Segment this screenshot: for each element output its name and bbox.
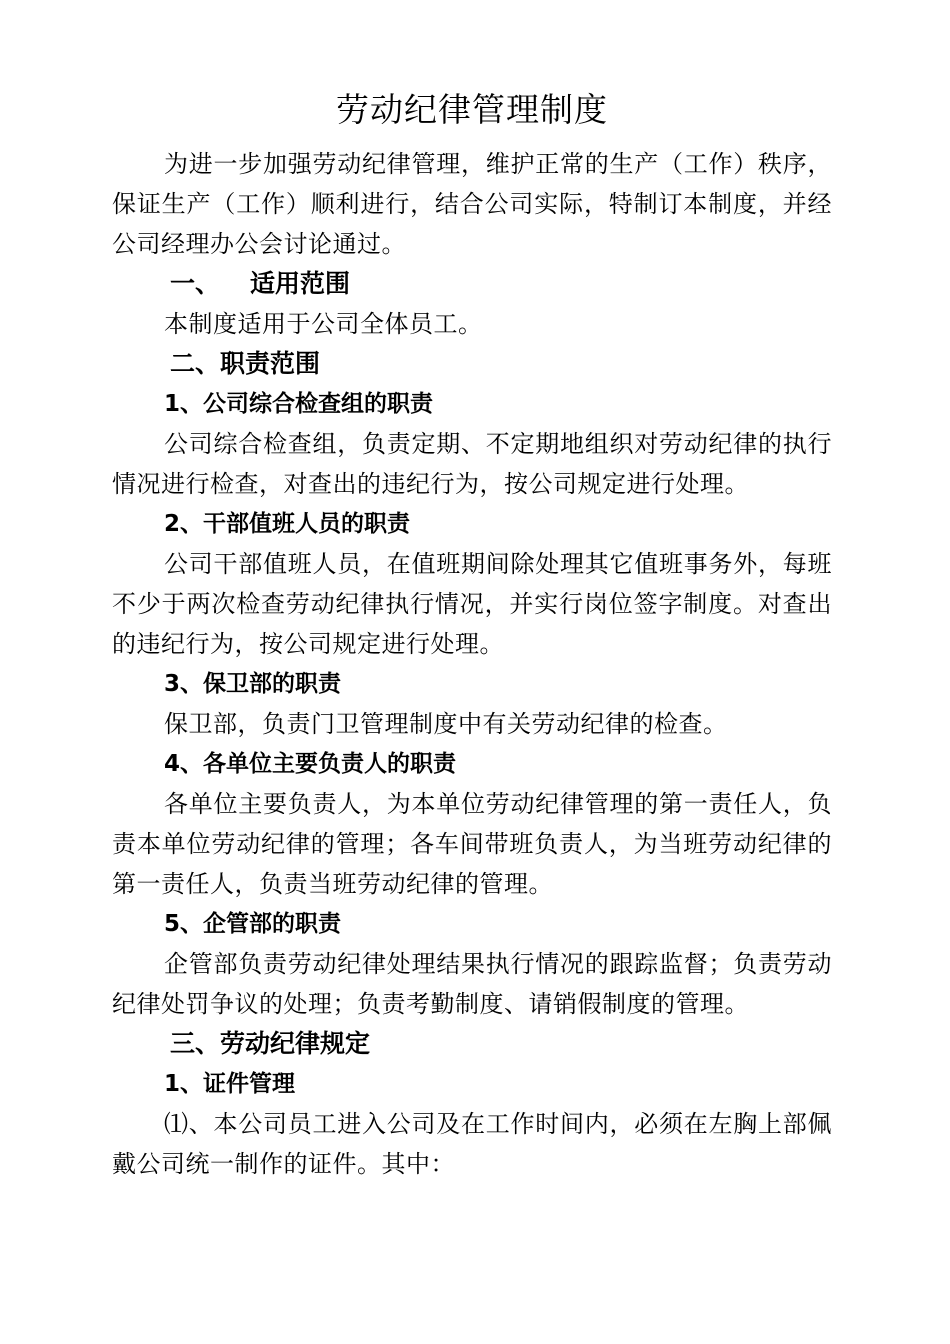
- section-heading-scope: [112, 264, 832, 304]
- section-number: 一、: [170, 269, 221, 298]
- duty-heading-unit-leaders: 4、各单位主要负责人的职责: [164, 751, 457, 777]
- intro-paragraph: 为进一步加强劳动纪律管理，维护正常的生产（工作）秩序，保证生产（工作）顺利进行，结合公司实际，特制订本制度，并经公司经理办公会讨论通过。: [112, 150, 832, 258]
- document-title: 劳动纪律管理制度: [336, 90, 608, 129]
- duty-paragraph-inspection-group: 公司综合检查组，负责定期、不定期地组织对劳动纪律的执行情况进行检查，对查出的违纪行为，按公司规定进行处理。: [112, 430, 832, 498]
- scope-paragraph: 本制度适用于公司全体员工。: [164, 310, 483, 338]
- section-heading-duties: 二、职责范围: [170, 349, 321, 378]
- rule-heading-id-cards: 1、证件管理: [164, 1071, 296, 1097]
- duty-heading-inspection-group: 1、公司综合检查组的职责: [164, 391, 434, 417]
- duty-paragraph-management-dept: 企管部负责劳动纪律处理结果执行情况的跟踪监督；负责劳动纪律处罚争议的处理；负责考勤制度、请销假制度的管理。: [112, 950, 832, 1018]
- duty-paragraph-security-dept: 保卫部，负责门卫管理制度中有关劳动纪律的检查。: [164, 710, 728, 738]
- document-page: [112, 88, 832, 1184]
- duty-heading-security-dept: 3、保卫部的职责: [164, 671, 342, 697]
- duty-heading-duty-officers: 2、干部值班人员的职责: [164, 511, 411, 537]
- duty-heading-management-dept: 5、企管部的职责: [164, 911, 342, 937]
- duty-paragraph-unit-leaders: 各单位主要负责人，为本单位劳动纪律管理的第一责任人，负责本单位劳动纪律的管理；各车间带班负责人，为当班劳动纪律的第一责任人，负责当班劳动纪律的管理。: [112, 790, 832, 898]
- section-heading-rules: 三、劳动纪律规定: [170, 1029, 371, 1058]
- rule-paragraph-id-cards: ⑴、本公司员工进入公司及在工作时间内，必须在左胸上部佩戴公司统一制作的证件。其中：: [112, 1110, 832, 1178]
- section-title: 适用范围: [250, 269, 351, 298]
- duty-paragraph-duty-officers: 公司干部值班人员，在值班期间除处理其它值班事务外，每班不少于两次检查劳动纪律执行情况，并实行岗位签字制度。对查出的违纪行为，按公司规定进行处理。: [112, 550, 832, 658]
